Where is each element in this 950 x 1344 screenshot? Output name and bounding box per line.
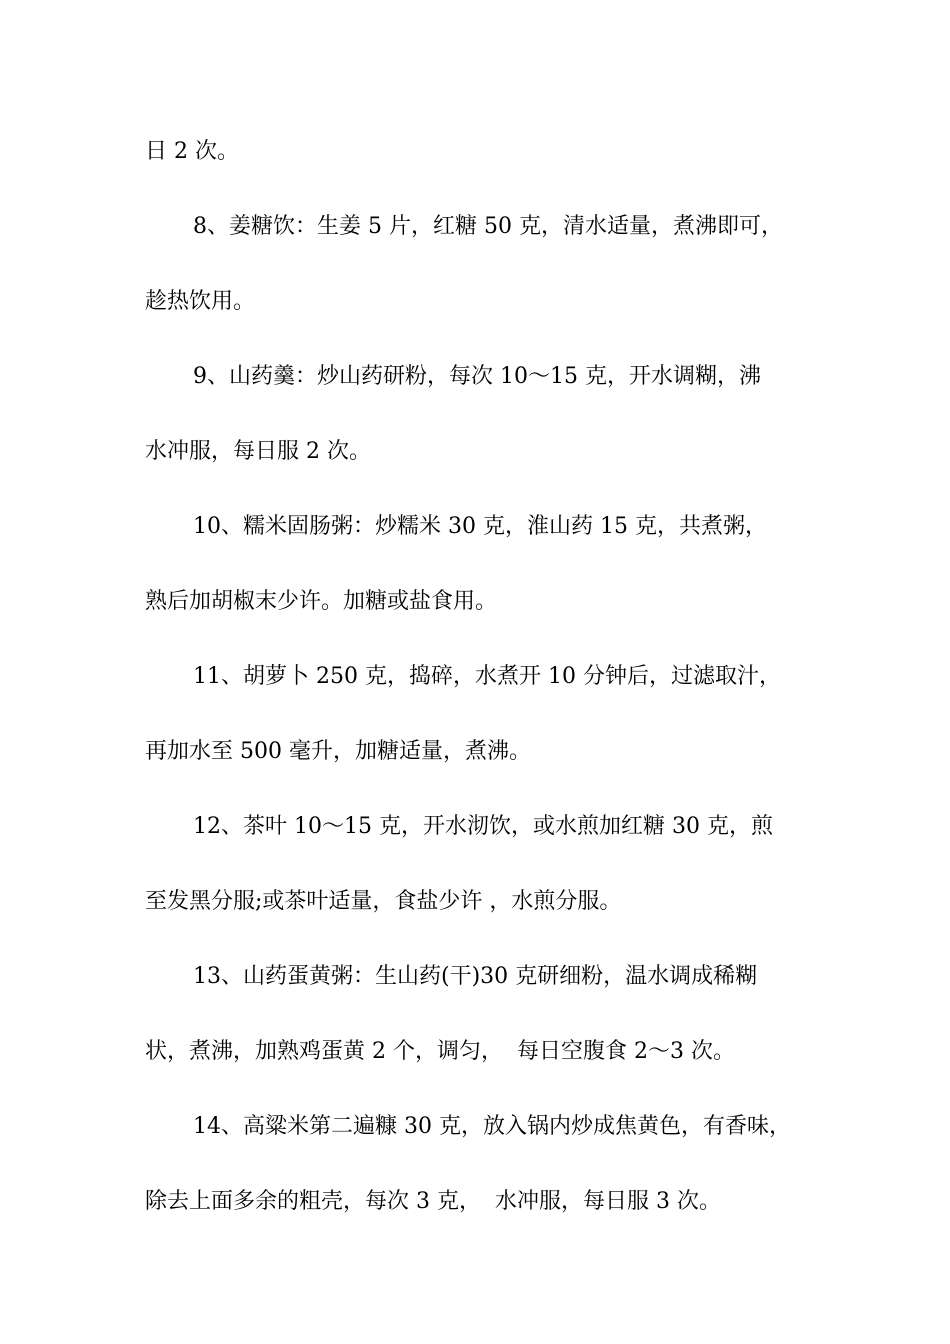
text-line: 趁热饮用。 — [145, 289, 256, 314]
text-line: 14、高粱米第二遍糠 30 克，放入锅内炒成焦黄色，有香味， — [193, 1114, 791, 1139]
text-line: 状，煮沸，加熟鸡蛋黄 2 个，调匀， 每日空腹食 2～3 次。 — [145, 1039, 735, 1064]
text-line: 10、糯米固肠粥：炒糯米 30 克，淮山药 15 克，共煮粥， — [193, 514, 767, 539]
text-line: 至发黑分服;或茶叶适量，食盐少许 ，水煎分服。 — [145, 889, 622, 914]
text-line: 水冲服，每日服 2 次。 — [145, 439, 371, 464]
text-line: 13、山药蛋黄粥：生山药(干)30 克研细粉，温水调成稀糊 — [193, 964, 758, 989]
text-line: 熟后加胡椒末少许。加糖或盐食用。 — [145, 589, 498, 614]
text-line: 11、胡萝卜 250 克，捣碎，水煮开 10 分钟后，过滤取汁， — [193, 664, 781, 689]
text-line: 8、姜糖饮：生姜 5 片，红糖 50 克，清水适量，煮沸即可， — [193, 214, 783, 239]
text-line: 9、山药羹：炒山药研粉，每次 10～15 克，开水调糊，沸 — [193, 364, 761, 389]
text-line: 除去上面多余的粗壳，每次 3 克， 水冲服，每日服 3 次。 — [145, 1189, 721, 1214]
text-line: 再加水至 500 毫升，加糖适量，煮沸。 — [145, 739, 531, 764]
text-line: 日 2 次。 — [145, 139, 239, 164]
text-line: 12、茶叶 10～15 克，开水沏饮，或水煎加红糖 30 克，煎 — [193, 814, 773, 839]
